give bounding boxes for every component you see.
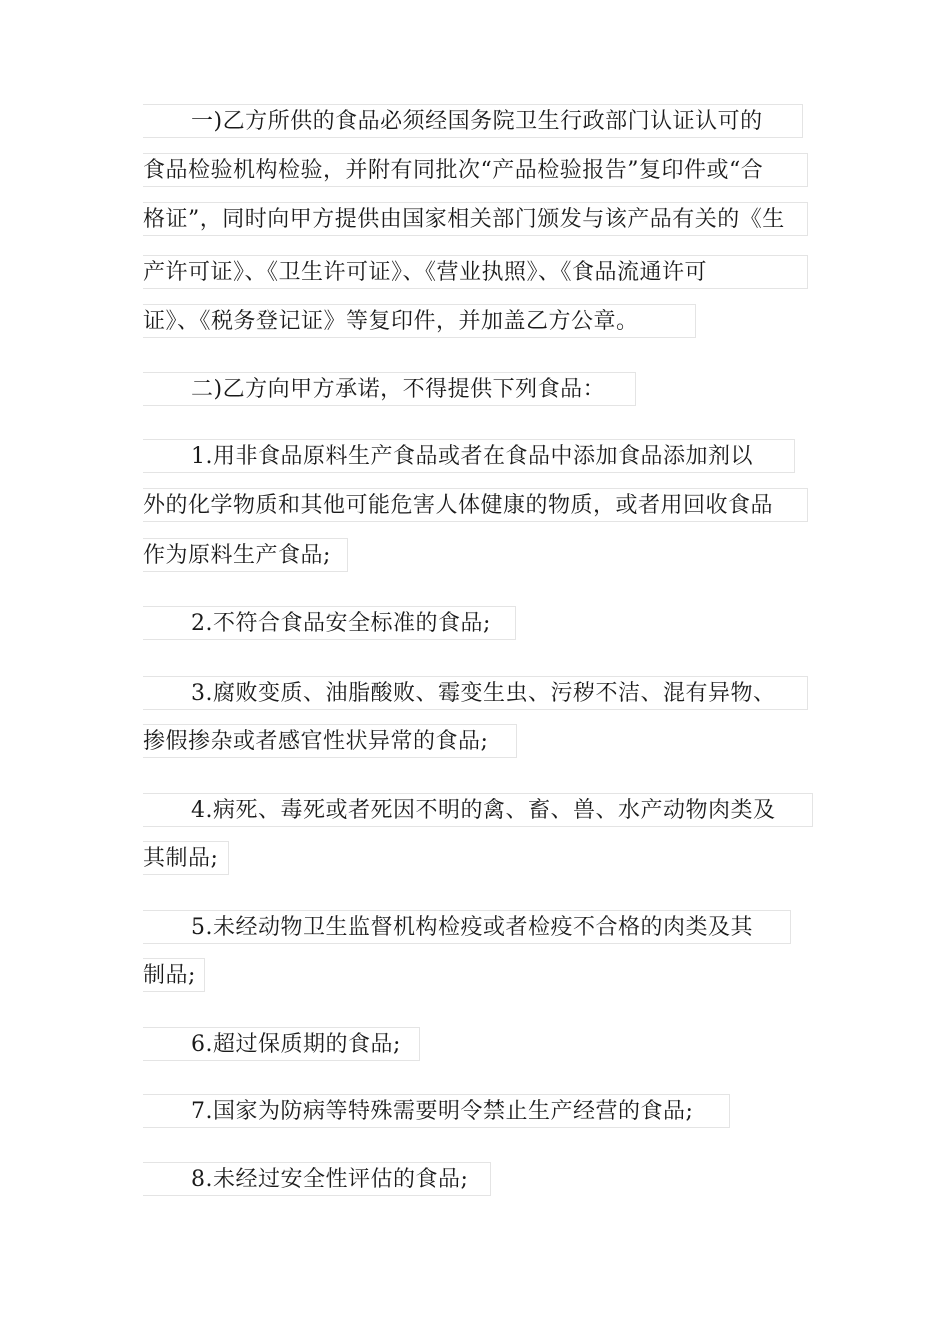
- text-line: 证》、《税务登记证》等复印件，并加盖乙方公章。: [143, 304, 696, 338]
- text-line: 二)乙方向甲方承诺，不得提供下列食品：: [143, 372, 636, 406]
- text-line: 5.未经动物卫生监督机构检疫或者检疫不合格的肉类及其: [143, 910, 791, 944]
- text-line: 外的化学物质和其他可能危害人体健康的物质，或者用回收食品: [143, 488, 808, 522]
- text-line: 8.未经过安全性评估的食品;: [143, 1162, 491, 1196]
- text-line: 其制品;: [143, 841, 229, 875]
- text-line: 6.超过保质期的食品;: [143, 1027, 420, 1061]
- text-line: 4.病死、毒死或者死因不明的禽、畜、兽、水产动物肉类及: [143, 793, 813, 827]
- text-line: 产许可证》、《卫生许可证》、《营业执照》、《食品流通许可: [143, 255, 808, 289]
- text-line: 食品检验机构检验，并附有同批次“产品检验报告”复印件或“合: [143, 153, 808, 187]
- text-line: 制品;: [143, 958, 205, 992]
- text-line: 7.国家为防病等特殊需要明令禁止生产经营的食品;: [143, 1094, 730, 1128]
- text-line: 一)乙方所供的食品必须经国务院卫生行政部门认证认可的: [143, 104, 803, 138]
- text-line: 1.用非食品原料生产食品或者在食品中添加食品添加剂以: [143, 439, 795, 473]
- text-line: 作为原料生产食品;: [143, 538, 348, 572]
- text-line: 掺假掺杂或者感官性状异常的食品;: [143, 724, 517, 758]
- text-line: 3.腐败变质、油脂酸败、霉变生虫、污秽不洁、混有异物、: [143, 676, 808, 710]
- text-line: 格证”，同时向甲方提供由国家相关部门颁发与该产品有关的《生: [143, 202, 808, 236]
- text-line: 2.不符合食品安全标准的食品;: [143, 606, 516, 640]
